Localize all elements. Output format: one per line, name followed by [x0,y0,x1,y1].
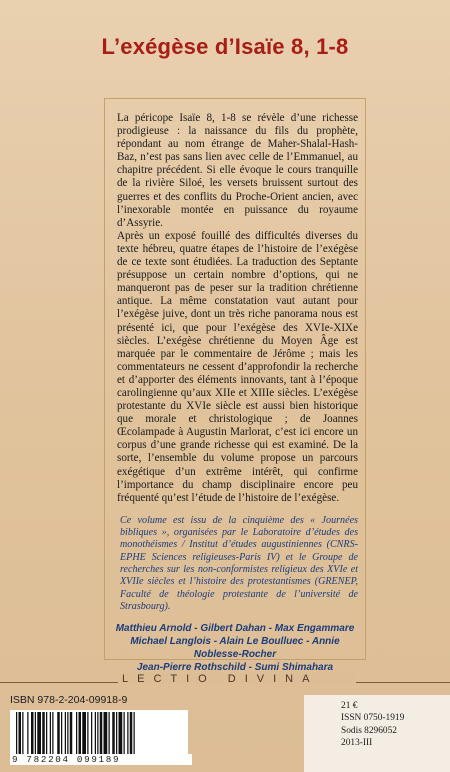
barcode-bar [124,712,125,754]
barcode-bar [112,712,115,754]
series-name: LECTIO DIVINA [118,673,356,685]
barcode-bar [70,712,73,754]
date-code: 2013-III [341,737,373,748]
publication-meta [341,700,404,749]
series-band [0,673,450,693]
barcode-bar [27,712,28,754]
sodis-code: Sodis 8296052 [341,725,397,736]
barcode-digits: 9 782204 099189 [10,754,192,765]
barcode-bar [65,712,66,754]
author-line: Jean-Pierre Rothschild - Sumi Shimahara [136,662,334,674]
barcode-bar [61,712,62,754]
barcode-bar [52,712,53,754]
isbn-label: ISBN 978-2-204-09918-9 [10,694,128,706]
paragraph-body: Après un exposé fouillé des difficultés diverses du texte hébreu, quatre étapes de l’histoire de l’exégèse de ce texte sont étudiées. La traduction des Septante présuppose un certain nombre d’options, qui ne manqueront pas de peser sur la tradition chrétienne antique. La même constatation vaut autant pour l’exégèse juive, dont un très riche panorama nous est présenté ici, que pour l’exégèse des XVIe-XIXe siècles. L’exégèse chrétienne du Moyen Âge est marquée par le commentaire de Jérôme ; mais les commentateurs ne cessent d’approfondir la recherche et d’apporter des éléments innovants, tant à l’époque carolingienne qu’aux XIIe et XIIIe siècles. L’exégèse protestante du XVIe siècle est aussi bien historique que morale et christologique ; de Joannes Œcolampade à Augustin Marlorat, c’est ici encore un corpus d’une grande richesse qui est examiné. De la sorte, l’ensemble du volume propose un parcours exégétique d’un extrême intérêt, qui confirme l’importance du champ disciplinaire encore peu fréquenté qu’est l’étude de l’histoire de l’exégèse. [117,229,358,504]
barcode-bar [16,712,17,754]
barcode-bar [95,712,96,754]
barcode-bar [46,712,47,754]
barcode-bar [104,712,108,754]
author-list [104,622,366,674]
barcode-bar [79,712,82,754]
author-line: Michael Langlois - Alain Le Boulluec - Annie Noblesse-Rocher [130,636,340,661]
barcode-bar [119,712,123,754]
barcode-bar [127,712,128,754]
price: 21 € [341,701,358,711]
barcode-bar [91,712,92,754]
barcode-bar [134,712,135,754]
barcode-bar [37,712,41,754]
issn: ISSN 0750-1919 [341,713,405,724]
origin-note: Ce volume est issu de la cinquième des « Journées bibliques », organisées par le Laboratoire d’études des monothéismes / Institut d’études augustiniennes (CNRS-EPHE Sciences religieuses-Paris IV) et le Groupe de recherches sur les non-conformistes religieux des XVIe et XVIIe siècles et l’histoire des protestantismes (GRENEP, Faculté de théologie protestante de l’université de Strasbourg). [120,514,358,612]
barcode-bar [130,712,133,754]
barcode-bar [50,712,51,754]
barcode-bar [116,712,117,754]
barcode-bar [109,712,110,754]
barcode-bar [31,712,34,754]
barcode-bar [82,712,86,754]
barcode-bars [10,710,188,756]
barcode-bar [87,712,88,754]
barcode-bar [22,712,23,754]
back-cover-text [104,112,366,674]
author-line: Matthieu Arnold - Gilbert Dahan - Max Engammare [115,623,355,635]
barcode-bar [76,712,77,754]
barcode-bar [57,712,60,754]
barcode-bar [100,712,103,754]
barcode-bar [97,712,98,754]
barcode-bar [19,712,22,754]
barcode-bar [67,712,68,754]
barcode-bar [42,712,45,754]
barcode-bar [35,712,36,754]
book-title: L’exégèse d’Isaïe 8, 1-8 [101,34,349,59]
paragraph-intro: La péricope Isaïe 8, 1-8 se révèle d’une richesse prodigieuse : la naissance du fils du prophète, répondant au nom étrange de Maher-Shalal-Hash-Baz, n’est pas sans lien avec celle de l’Emmanuel, au chapitre précédent. Si elle évoque le cours tranquille de la rivière Siloé, les versets bruissent surtout des guerres et des conflits du Proche-Orient ancien, avec l’inexorable montée en puissance du royaume d’Assyrie. [117,112,358,229]
